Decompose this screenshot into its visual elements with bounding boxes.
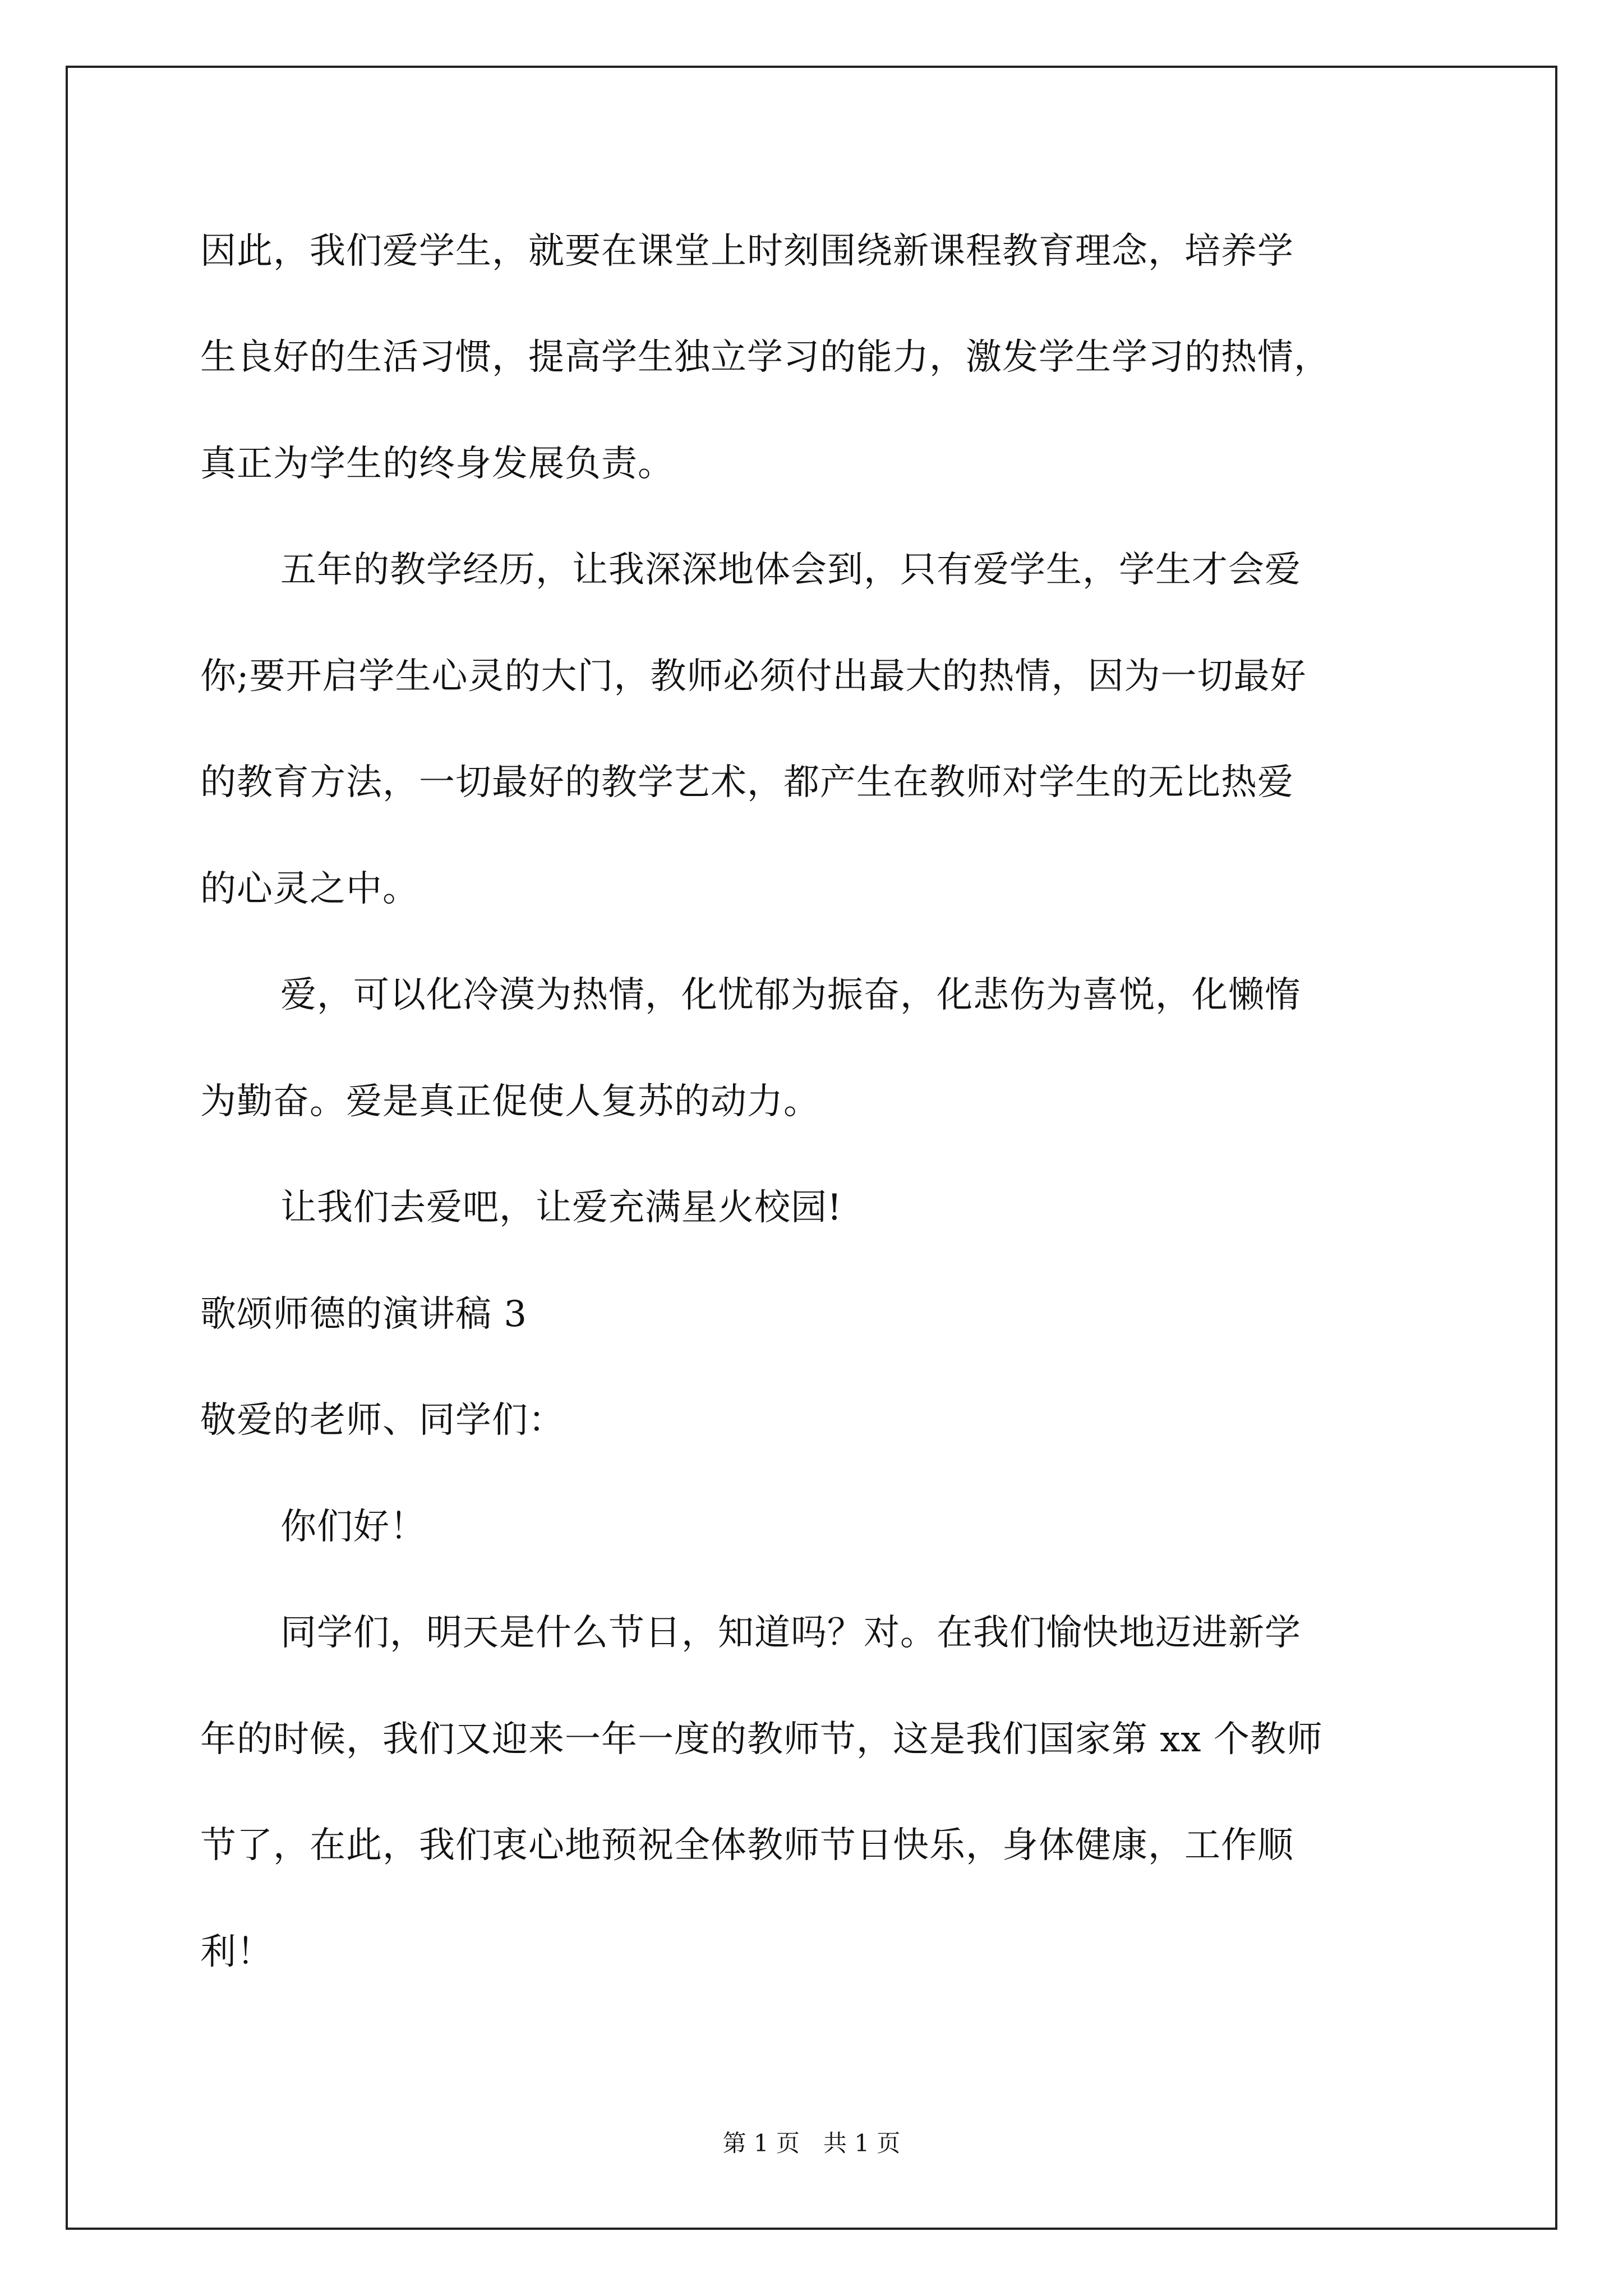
paragraph-line: 让我们去爱吧，让爱充满星火校园!	[280, 1187, 842, 1228]
paragraph-line: 因此，我们爱学生，就要在课堂上时刻围绕新课程教育理念，培养学	[200, 231, 1294, 272]
page-border	[66, 66, 1557, 2230]
paragraph-line: 真正为学生的终身发展负责。	[200, 443, 674, 485]
paragraph-line: 节了，在此，我们衷心地预祝全体教师节日快乐，身体健康，工作顺	[200, 1825, 1294, 1866]
paragraph-line: 年的时候，我们又迎来一年一度的教师节，这是我们国家第 xx 个教师	[200, 1719, 1323, 1760]
paragraph-line: 同学们，明天是什么节日，知道吗？对。在我们愉快地迈进新学	[280, 1612, 1301, 1654]
paragraph-line: 为勤奋。爱是真正促使人复苏的动力。	[200, 1081, 820, 1122]
greeting: 你们好！	[280, 1506, 426, 1548]
page-footer: 第 1 页 共 1 页	[722, 2129, 901, 2157]
paragraph-line: 爱，可以化冷漠为热情，化忧郁为振奋，化悲伤为喜悦，化懒惰	[280, 974, 1301, 1016]
paragraph-line: 的教育方法，一切最好的教学艺术，都产生在教师对学生的无比热爱	[200, 762, 1294, 803]
section-title: 歌颂师德的演讲稿 3	[200, 1294, 528, 1335]
salutation: 敬爱的老师、同学们：	[200, 1400, 565, 1441]
paragraph-line: 你;要开启学生心灵的大门，教师必须付出最大的热情，因为一切最好	[200, 656, 1307, 697]
paragraph-line: 五年的教学经历，让我深深地体会到，只有爱学生，学生才会爱	[280, 549, 1301, 591]
paragraph-line: 的心灵之中。	[200, 868, 419, 910]
paragraph-line: 生良好的生活习惯，提高学生独立学习的能力，激发学生学习的热情，	[200, 337, 1330, 378]
paragraph-line: 利！	[200, 1931, 273, 1973]
